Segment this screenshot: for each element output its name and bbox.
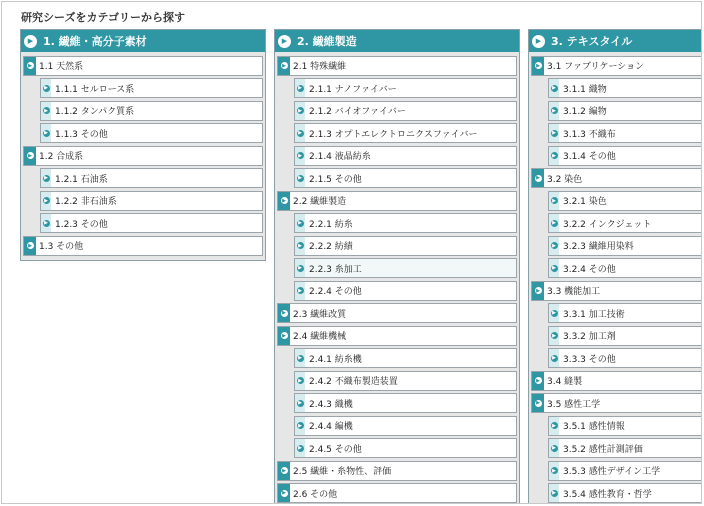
item-label: 2.4.2 不織布製造装置	[309, 377, 398, 387]
circle-chevron-right-icon: ▶	[282, 467, 286, 474]
circle-chevron-right-icon: ▶	[552, 85, 556, 91]
subcategory-item[interactable]	[294, 348, 517, 368]
item-label: 1.1 天然系	[39, 62, 84, 72]
category-item[interactable]	[23, 146, 263, 166]
item-label: 3.4 縫製	[547, 377, 583, 387]
item-label: 2.2.3 糸加工	[309, 264, 362, 275]
item-label: 2.4 繊維機械	[293, 332, 347, 342]
item-label: 2.4.1 紡糸機	[309, 354, 362, 365]
subcategory-item[interactable]	[294, 438, 517, 458]
item-label: 3.2 染色	[547, 174, 583, 185]
subcategory-item[interactable]	[548, 438, 702, 458]
subcategory-item[interactable]	[294, 393, 517, 413]
item-label: 3.3.3 その他	[563, 354, 616, 365]
circle-chevron-right-icon: ▶	[282, 310, 286, 316]
subcategory-item[interactable]	[294, 236, 517, 256]
item-marker	[278, 462, 290, 480]
item-label: 1.3 その他	[39, 242, 84, 252]
item-label: 2.4.3 織機	[309, 399, 353, 410]
item-label: 1.2 合成系	[39, 152, 84, 162]
circle-chevron-right-icon: ▶	[552, 107, 556, 114]
page-title: 研究シーズをカテゴリーから探す	[21, 11, 186, 24]
item-label: 3.1.4 その他	[563, 152, 616, 162]
item-marker	[295, 169, 305, 187]
column-title: 3. テキスタイル	[551, 35, 633, 48]
circle-chevron-right-icon: ▶	[552, 355, 556, 361]
item-label: 1.1.2 タンパク質系	[55, 107, 135, 117]
subcategory-item[interactable]	[294, 416, 517, 436]
item-label: 1.1.3 その他	[55, 129, 108, 140]
subcategory-item[interactable]	[548, 191, 702, 211]
item-label: 3.2.2 インクジェット	[563, 219, 652, 230]
item-label: 3.5.4 感性教育・哲学	[563, 489, 652, 500]
item-label: 2.2.4 その他	[309, 287, 362, 297]
item-marker	[295, 372, 305, 390]
category-list	[275, 52, 519, 504]
item-label: 2.2 繊維製造	[293, 197, 347, 207]
circle-chevron-right-icon: ▶	[44, 197, 48, 204]
subcategory-item[interactable]	[548, 348, 702, 368]
item-marker	[549, 484, 559, 502]
column-header-1[interactable]	[21, 30, 265, 52]
column-header-2[interactable]	[275, 30, 519, 52]
item-label: 1.2.3 その他	[55, 219, 108, 230]
item-marker	[278, 304, 290, 322]
item-label: 2.4.4 編機	[309, 422, 353, 432]
item-marker	[549, 79, 559, 97]
item-marker	[549, 192, 559, 210]
item-marker	[549, 237, 559, 255]
circle-chevron-right-icon: ▶	[536, 287, 540, 294]
subcategory-item[interactable]	[548, 258, 702, 278]
subcategory-item[interactable]	[294, 168, 517, 188]
item-marker	[532, 282, 544, 300]
item-marker	[24, 237, 36, 255]
column-header-3[interactable]	[529, 30, 702, 52]
subcategory-item[interactable]	[548, 236, 702, 256]
subcategory-item[interactable]	[294, 258, 517, 278]
circle-chevron-right-icon: ▶	[298, 377, 302, 384]
circle-chevron-right-icon: ▶	[44, 175, 48, 181]
item-label: 3.2.1 染色	[563, 197, 607, 207]
category-item[interactable]	[531, 393, 702, 413]
item-label: 3.1.1 織物	[563, 84, 607, 95]
circle-chevron-right-icon: ▶	[298, 242, 302, 249]
circle-chevron-right-icon: ▶	[28, 62, 32, 69]
item-marker	[295, 124, 305, 142]
category-item[interactable]	[277, 461, 517, 481]
item-marker	[41, 169, 51, 187]
item-marker	[295, 259, 305, 277]
circle-chevron-right-icon: ▶	[536, 175, 540, 181]
subcategory-item[interactable]	[548, 101, 702, 121]
item-marker	[549, 102, 559, 120]
item-marker	[295, 282, 305, 300]
column-title: 2. 繊維製造	[297, 35, 357, 48]
item-label: 1.2.1 石油系	[55, 174, 108, 185]
subcategory-item[interactable]	[294, 146, 517, 166]
item-marker	[549, 349, 559, 367]
item-marker	[295, 394, 305, 412]
item-label: 3.1.3 不織布	[563, 129, 616, 140]
circle-chevron-right-icon: ▶	[282, 62, 286, 69]
item-marker	[295, 237, 305, 255]
circle-chevron-right-icon: ▶	[282, 197, 286, 204]
category-item[interactable]	[277, 303, 517, 323]
item-label: 2.6 その他	[293, 489, 338, 500]
subcategory-item[interactable]	[294, 123, 517, 143]
category-item[interactable]	[277, 56, 517, 76]
item-marker	[532, 394, 544, 412]
subcategory-item[interactable]	[40, 123, 263, 143]
circle-chevron-right-icon: ▶	[298, 152, 302, 159]
category-item[interactable]	[531, 281, 702, 301]
item-marker	[549, 304, 559, 322]
subcategory-item[interactable]	[548, 326, 702, 346]
circle-chevron-right-icon: ▶	[282, 490, 286, 496]
subcategory-item[interactable]	[548, 123, 702, 143]
item-label: 2.1.3 オプトエレクトロニクスファイバー	[309, 129, 478, 140]
item-label: 1.2.2 非石油系	[55, 197, 117, 207]
subcategory-item[interactable]	[548, 416, 702, 436]
item-marker	[278, 327, 290, 345]
item-marker	[532, 372, 544, 390]
item-marker	[549, 214, 559, 232]
item-marker	[295, 102, 305, 120]
item-label: 2.1.5 その他	[309, 174, 362, 185]
subcategory-item[interactable]	[40, 168, 263, 188]
circle-chevron-right-icon: ▶	[282, 332, 286, 339]
item-marker	[278, 484, 290, 502]
item-marker	[549, 439, 559, 457]
subcategory-item[interactable]	[548, 483, 702, 503]
category-item[interactable]	[277, 191, 517, 211]
item-marker	[41, 192, 51, 210]
circle-chevron-right-icon: ▶	[298, 400, 302, 406]
item-marker	[41, 79, 51, 97]
category-column-2	[274, 29, 520, 504]
category-column-3	[528, 29, 702, 504]
item-label: 3.5.1 感性情報	[563, 422, 625, 432]
item-label: 3.1 ファブリケーション	[547, 62, 645, 72]
item-marker	[278, 57, 290, 75]
item-marker	[532, 57, 544, 75]
item-marker	[295, 147, 305, 165]
circle-chevron-right-icon: ▶	[298, 422, 302, 429]
item-label: 2.3 繊維改質	[293, 309, 347, 320]
column-title: 1. 繊維・高分子素材	[43, 35, 147, 48]
circle-chevron-right-icon: ▶	[24, 35, 37, 48]
circle-chevron-right-icon: ▶	[552, 490, 556, 496]
circle-chevron-right-icon: ▶	[298, 175, 302, 181]
item-marker	[532, 169, 544, 187]
circle-chevron-right-icon: ▶	[28, 152, 32, 159]
category-item[interactable]	[23, 236, 263, 256]
circle-chevron-right-icon: ▶	[552, 445, 556, 451]
category-column-1	[20, 29, 266, 261]
circle-chevron-right-icon: ▶	[44, 220, 48, 226]
item-label: 3.1.2 編物	[563, 107, 607, 117]
circle-chevron-right-icon: ▶	[552, 422, 556, 429]
circle-chevron-right-icon: ▶	[298, 130, 302, 136]
circle-chevron-right-icon: ▶	[278, 35, 291, 48]
circle-chevron-right-icon: ▶	[44, 130, 48, 136]
category-item[interactable]	[531, 168, 702, 188]
circle-chevron-right-icon: ▶	[552, 197, 556, 204]
circle-chevron-right-icon: ▶	[552, 332, 556, 339]
subcategory-item[interactable]	[548, 303, 702, 323]
circle-chevron-right-icon: ▶	[552, 265, 556, 271]
circle-chevron-right-icon: ▶	[298, 445, 302, 451]
item-marker	[24, 57, 36, 75]
subcategory-item[interactable]	[40, 191, 263, 211]
subcategory-item[interactable]	[294, 78, 517, 98]
item-marker	[295, 214, 305, 232]
item-label: 2.1.1 ナノファイバー	[309, 84, 397, 95]
subcategory-item[interactable]	[548, 146, 702, 166]
item-label: 2.1.2 バイオファイバー	[309, 107, 406, 117]
item-label: 3.5.2 感性計測評価	[563, 444, 643, 455]
subcategory-item[interactable]	[294, 371, 517, 391]
circle-chevron-right-icon: ▶	[552, 310, 556, 316]
item-label: 3.3.2 加工剤	[563, 332, 616, 342]
circle-chevron-right-icon: ▶	[552, 220, 556, 226]
item-marker	[41, 102, 51, 120]
item-marker	[278, 192, 290, 210]
subcategory-item[interactable]	[40, 101, 263, 121]
circle-chevron-right-icon: ▶	[552, 467, 556, 474]
item-label: 2.1 特殊繊維	[293, 62, 347, 72]
item-marker	[549, 417, 559, 435]
item-label: 2.2.2 紡績	[309, 242, 353, 252]
item-marker	[549, 259, 559, 277]
category-item[interactable]	[23, 56, 263, 76]
category-list	[529, 52, 702, 504]
item-marker	[41, 214, 51, 232]
item-marker	[295, 79, 305, 97]
subcategory-item[interactable]	[548, 461, 702, 481]
circle-chevron-right-icon: ▶	[552, 130, 556, 136]
circle-chevron-right-icon: ▶	[28, 242, 32, 249]
item-marker	[41, 124, 51, 142]
item-label: 3.2.3 繊維用染料	[563, 242, 634, 252]
item-marker	[295, 349, 305, 367]
subcategory-item[interactable]	[294, 281, 517, 301]
category-item[interactable]	[277, 326, 517, 346]
item-marker	[24, 147, 36, 165]
circle-chevron-right-icon: ▶	[44, 107, 48, 114]
circle-chevron-right-icon: ▶	[298, 107, 302, 114]
item-marker	[549, 462, 559, 480]
category-browser	[1, 1, 702, 504]
category-item[interactable]	[277, 483, 517, 503]
subcategory-item[interactable]	[548, 213, 702, 233]
circle-chevron-right-icon: ▶	[552, 152, 556, 159]
item-label: 1.1.1 セルロース系	[55, 84, 135, 95]
circle-chevron-right-icon: ▶	[298, 287, 302, 294]
subcategory-item[interactable]	[548, 78, 702, 98]
item-label: 2.2.1 紡糸	[309, 219, 353, 230]
item-marker	[549, 327, 559, 345]
item-label: 2.1.4 液晶紡糸	[309, 152, 371, 162]
category-item[interactable]	[531, 56, 702, 76]
circle-chevron-right-icon: ▶	[552, 242, 556, 249]
circle-chevron-right-icon: ▶	[298, 355, 302, 361]
subcategory-item[interactable]	[40, 213, 263, 233]
item-label: 3.2.4 その他	[563, 264, 616, 275]
item-marker	[295, 439, 305, 457]
circle-chevron-right-icon: ▶	[536, 377, 540, 384]
circle-chevron-right-icon: ▶	[298, 220, 302, 226]
subcategory-item[interactable]	[40, 78, 263, 98]
item-label: 3.3 機能加工	[547, 287, 601, 297]
item-label: 3.5.3 感性デザイン工学	[563, 467, 661, 477]
subcategory-item[interactable]	[294, 213, 517, 233]
circle-chevron-right-icon: ▶	[532, 35, 545, 48]
circle-chevron-right-icon: ▶	[536, 400, 540, 406]
item-label: 3.5 感性工学	[547, 399, 601, 410]
circle-chevron-right-icon: ▶	[44, 85, 48, 91]
circle-chevron-right-icon: ▶	[298, 265, 302, 271]
circle-chevron-right-icon: ▶	[536, 62, 540, 69]
circle-chevron-right-icon: ▶	[298, 85, 302, 91]
category-list	[21, 52, 265, 260]
item-label: 3.3.1 加工技術	[563, 309, 625, 320]
category-item[interactable]	[531, 371, 702, 391]
item-label: 2.4.5 その他	[309, 444, 362, 455]
subcategory-item[interactable]	[294, 101, 517, 121]
item-marker	[295, 417, 305, 435]
item-marker	[549, 124, 559, 142]
item-label: 2.5 繊維・糸物性、評価	[293, 467, 392, 477]
item-marker	[549, 147, 559, 165]
